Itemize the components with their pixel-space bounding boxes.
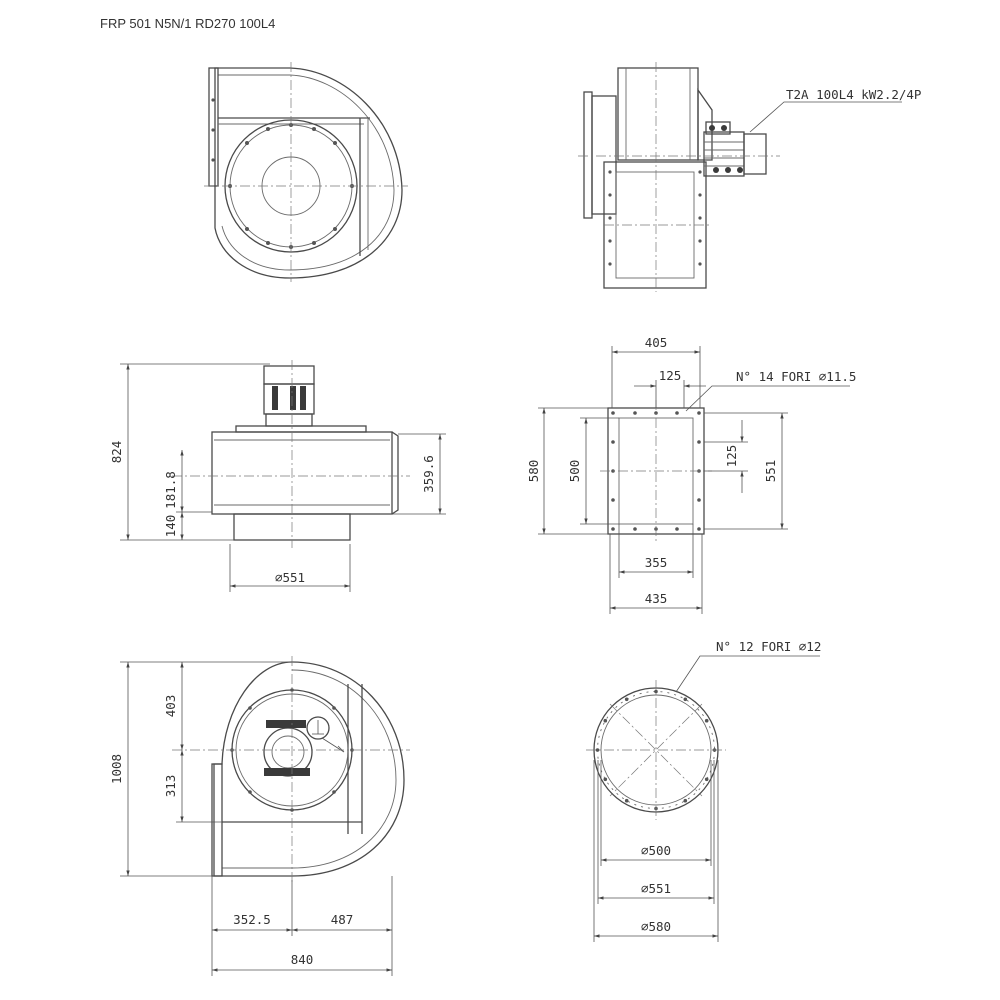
dim-width-inner: 355 [644, 555, 668, 570]
dim-front-height-total: 1008 [109, 753, 124, 785]
dim-height-holes: 551 [763, 459, 778, 483]
dim-inlet-dia-holes: ⌀551 [640, 881, 672, 896]
view-bottom-left-front [109, 656, 410, 976]
dim-front-height-lower: 313 [163, 774, 178, 798]
dim-hole-spacing-v: 125 [724, 444, 739, 468]
drawing-title: FRP 501 N5N/1 RD270 100L4 [100, 16, 276, 31]
dim-front-width-right: 487 [330, 912, 354, 927]
dim-height-lower: 140 [163, 514, 178, 538]
dim-inlet-dia-outer: ⌀580 [640, 919, 672, 934]
view-middle-right-outlet-flange [526, 335, 856, 614]
view-top-left-scroll [204, 62, 408, 282]
inlet-holes-note: N° 12 FORI ⌀12 [716, 639, 822, 654]
dim-front-height-upper: 403 [163, 694, 178, 718]
view-middle-left-side [109, 360, 446, 592]
dim-inlet-dia: ⌀551 [274, 570, 306, 585]
dim-width-holes: 435 [644, 591, 668, 606]
dim-front-width-left: 352.5 [233, 912, 271, 927]
view-top-right-motor [578, 62, 921, 292]
dim-scroll-height: 359.6 [421, 455, 436, 493]
view-bottom-right-inlet-flange [586, 639, 821, 942]
outlet-holes-note: N° 14 FORI ⌀11.5 [736, 369, 857, 384]
dim-height-inner: 500 [567, 459, 582, 483]
motor-label: T2A 100L4 kW2.2/4P [786, 87, 922, 102]
dim-height-outer: 580 [526, 459, 541, 483]
dim-width-outer: 405 [644, 335, 668, 350]
dim-hole-spacing-h: 125 [658, 368, 682, 383]
dim-inlet-dia-inner: ⌀500 [640, 843, 672, 858]
dim-height-upper: 181.8 [163, 471, 178, 509]
dim-front-width-total: 840 [290, 952, 314, 967]
dim-height-total: 824 [109, 440, 124, 464]
